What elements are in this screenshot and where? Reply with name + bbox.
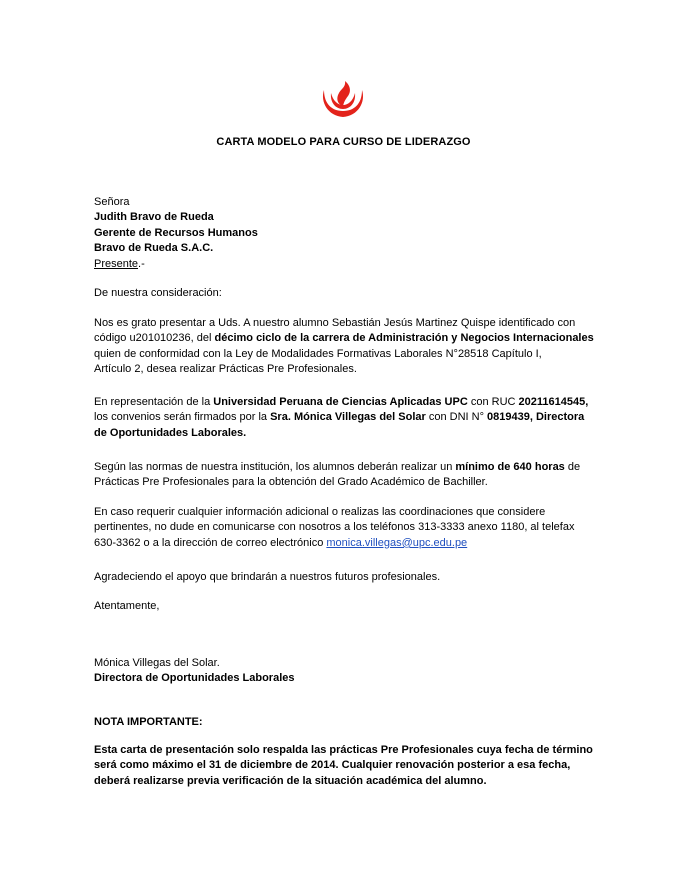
email-link[interactable]: monica.villegas@upc.edu.pe — [326, 536, 468, 549]
signature-title: Directora de Oportunidades Laborales — [94, 672, 295, 685]
note-body: Esta carta de presentación solo respalda las prácticas Pre Profesionales cuya fecha de término será como máximo el 31 de diciembre de 2014. Cualquier renovación posterior a esa fecha, deberá realizarse previa verificación de la situación académica del alumno. — [94, 744, 593, 787]
presente-line: Presente.- — [94, 257, 145, 270]
recipient-name: Judith Bravo de Rueda — [94, 211, 214, 224]
recipient-company: Bravo de Rueda S.A.C. — [94, 242, 214, 255]
paragraph-hours: Según las normas de nuestra institución, los alumnos deberán realizar un mínimo de 640 horas de Prácticas Pre Profesionales para la obtención del Grado Académico de Bachiller. — [94, 461, 581, 489]
closing: Atentamente, — [94, 600, 160, 612]
paragraph-representation: En representación de la Universidad Peruana de Ciencias Aplicadas UPC con RUC 20211614545, los convenios serán firmados por la Sra. Mónica Villegas del Solar con DNI N° 0819439, Directora de Oportunidades Laborales. — [94, 396, 589, 439]
paragraph-contact: En caso requerir cualquier información adicional o realizas las coordinaciones que considere pertinentes, no dude en comunicarse con nosotros a los teléfonos 313-3333 anexo 1180, al telefax 630-3362 o a la dirección de correo electrónico monica.villegas@upc.edu.pe — [94, 506, 575, 549]
signature-name: Mónica Villegas del Solar. — [94, 657, 220, 669]
thanks-line: Agradeciendo el apoyo que brindarán a nuestros futuros profesionales. — [94, 571, 441, 583]
upc-flame-logo-icon — [320, 80, 366, 120]
page-title: CARTA MODELO PARA CURSO DE LIDERAZGO — [216, 136, 471, 148]
salutation: Señora — [94, 196, 130, 208]
paragraph-introduction: Nos es grato presentar a Uds. A nuestro alumno Sebastián Jesús Martinez Quispe identificado con código u201010236, del décimo ciclo de la carrera de Administración y Negocios Internacionales quien de conformidad con la Ley de Modalidades Formativas Laborales N°28518 Capítulo I, Artículo 2, desea realizar Prácticas Pre Profesionales. — [94, 317, 594, 376]
recipient-position: Gerente de Recursos Humanos — [94, 226, 258, 239]
recipient-block — [94, 195, 604, 272]
greeting: De nuestra consideración: — [94, 287, 222, 299]
note-heading: NOTA IMPORTANTE: — [94, 716, 203, 728]
signature-block — [94, 656, 604, 687]
